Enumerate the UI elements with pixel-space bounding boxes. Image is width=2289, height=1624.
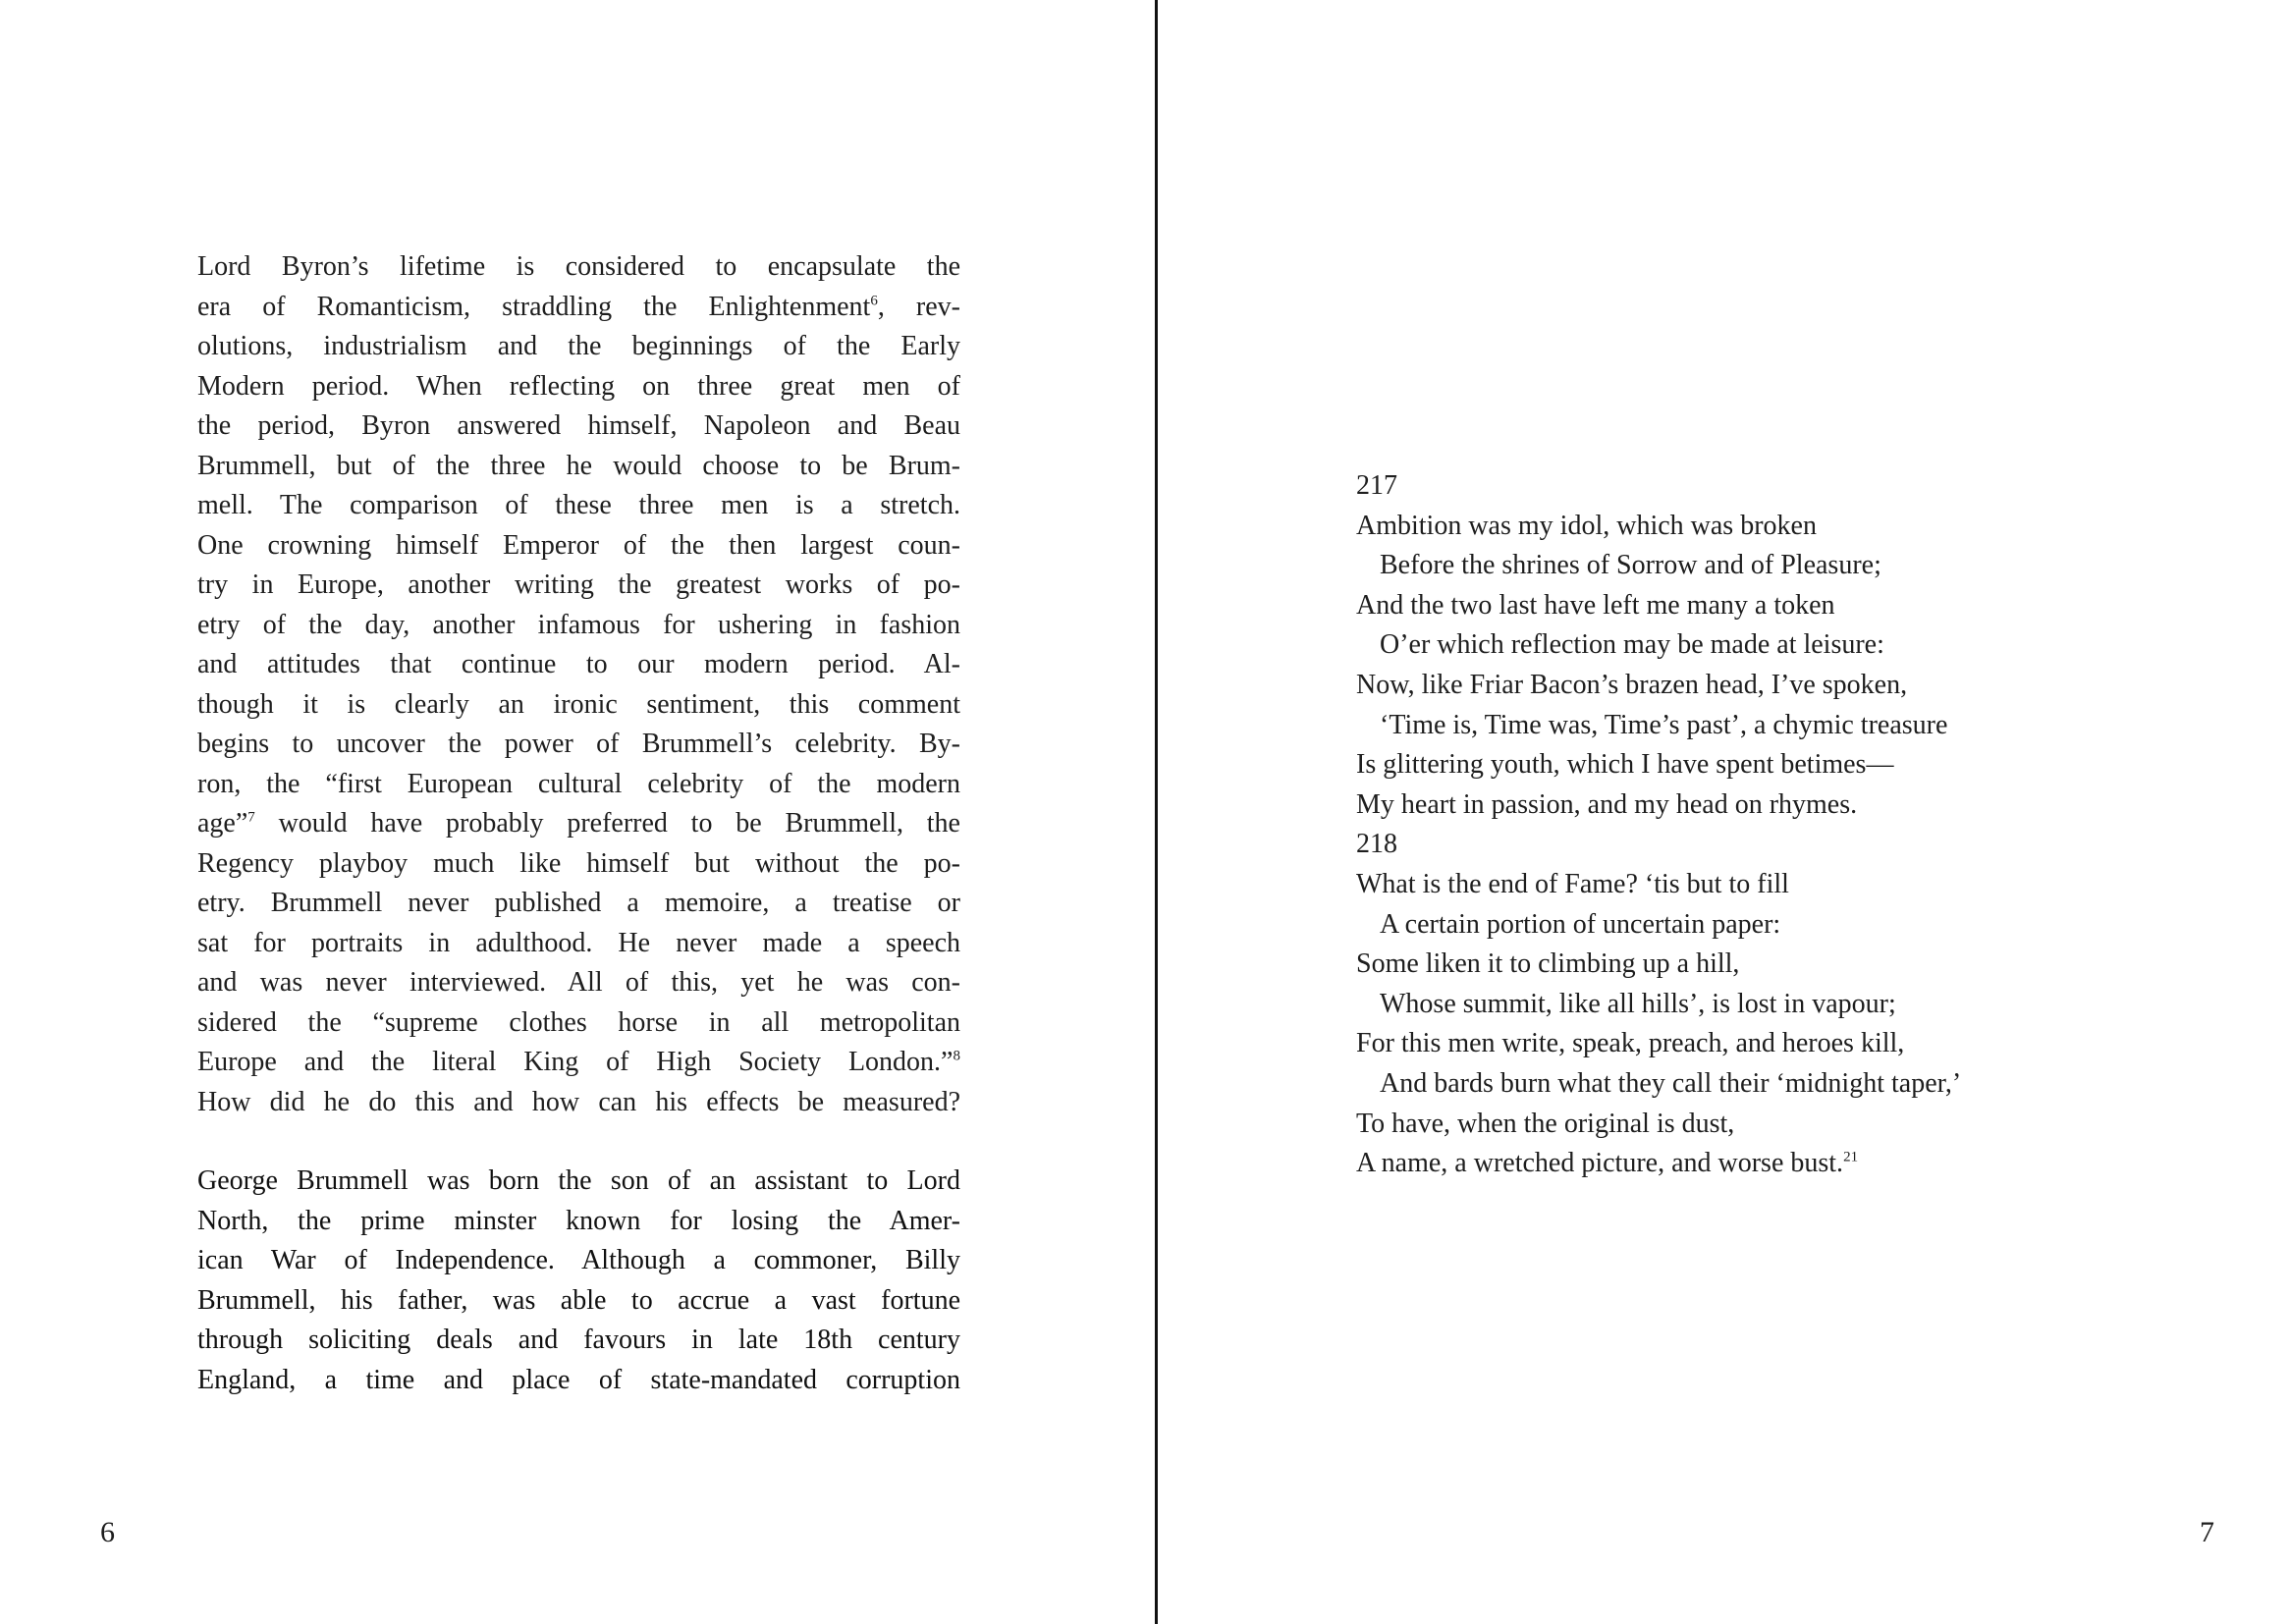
line-text: age” <box>197 808 248 839</box>
line-text: try in Europe, another writing the greatest works of po- <box>197 569 960 600</box>
text-line <box>1356 507 2240 547</box>
line-text: A certain portion of uncertain paper: <box>1380 908 1781 940</box>
page-gutter-divider <box>1155 0 1158 1624</box>
line-text: North, the prime minster known for losing the Amer- <box>197 1205 960 1236</box>
text-line <box>197 1361 960 1401</box>
text-line <box>1356 825 2240 865</box>
line-text: Brummell, his father, was able to accrue a vast fortune <box>197 1284 960 1316</box>
text-line <box>197 447 960 487</box>
line-text: O’er which reflection may be made at leisure: <box>1380 629 1884 661</box>
text-line <box>1356 546 2240 586</box>
line-text: To have, when the original is dust, <box>1356 1108 1735 1139</box>
text-line <box>1356 785 2240 826</box>
text-line <box>197 844 960 885</box>
text-line <box>197 327 960 367</box>
line-text: Lord Byron’s lifetime is considered to encapsulate the <box>197 251 960 282</box>
text-line <box>1356 586 2240 626</box>
line-text: And the two last have left me many a token <box>1356 589 1835 621</box>
line-text: begins to uncover the power of Brummell’s celebrity. By- <box>197 729 960 759</box>
line-text: Some liken it to climbing up a hill, <box>1356 948 1740 980</box>
text-line <box>197 884 960 924</box>
right-page <box>1161 0 2289 1624</box>
text-line <box>1356 1105 2240 1145</box>
line-text: One crowning himself Emperor of the then largest coun- <box>197 529 960 561</box>
text-line <box>197 288 960 328</box>
body-paragraph-1 <box>197 247 960 1122</box>
text-line <box>197 486 960 526</box>
text-line <box>197 1241 960 1281</box>
text-line <box>1356 985 2240 1025</box>
line-text: Before the shrines of Sorrow and of Pleasure; <box>1380 550 1881 581</box>
line-text: era of Romanticism, straddling the Enlightenment <box>197 291 871 322</box>
page-number-right: 7 <box>2200 1516 2214 1548</box>
text-line <box>1356 1064 2240 1105</box>
line-text: Europe and the literal King of High Society London.” <box>197 1047 954 1077</box>
line-text: Brummell, but of the three he would choose to be Brum- <box>197 450 960 481</box>
line-text: How did he do this and how can his effects be measured? <box>197 1086 960 1117</box>
text-line <box>197 924 960 964</box>
text-line <box>197 804 960 844</box>
text-line <box>1356 706 2240 746</box>
text-line <box>197 645 960 685</box>
text-line <box>197 963 960 1003</box>
text-line <box>1356 1144 2240 1184</box>
text-line <box>197 1083 960 1123</box>
line-text: George Brummell was born the son of an assistant to Lord <box>197 1165 960 1196</box>
line-text: 218 <box>1356 829 1397 860</box>
page-number-left: 6 <box>100 1516 115 1548</box>
line-text: the period, Byron answered himself, Napoleon and Beau <box>197 410 960 441</box>
body-paragraph-2 <box>197 1162 960 1400</box>
line-text: though it is clearly an ironic sentiment, this comment <box>197 688 960 720</box>
text-line <box>197 1003 960 1044</box>
footnote-marker: 8 <box>953 1048 960 1064</box>
line-text: Ambition was my idol, which was broken <box>1356 510 1817 541</box>
line-text: ican War of Independence. Although a commoner, Billy <box>197 1245 960 1275</box>
text-line <box>197 685 960 726</box>
text-line <box>197 367 960 407</box>
line-text-after-footnote: , rev- <box>877 291 960 322</box>
text-line <box>197 406 960 447</box>
text-line <box>197 1043 960 1083</box>
text-line <box>197 1281 960 1322</box>
text-line <box>197 526 960 567</box>
text-line <box>197 725 960 765</box>
line-text: A name, a wretched picture, and worse bust. <box>1356 1148 1844 1179</box>
text-line <box>1356 625 2240 666</box>
line-text: And bards burn what they call their ‘midnight taper,’ <box>1380 1067 1962 1099</box>
line-text: sidered the “supreme clothes horse in all metropolitan <box>197 1006 960 1038</box>
footnote-marker: 6 <box>870 293 878 309</box>
line-text: Regency playboy much like himself but without the po- <box>197 847 960 879</box>
line-text: and was never interviewed. All of this, yet he was con- <box>197 967 960 998</box>
line-text: Is glittering youth, which I have spent betimes— <box>1356 749 1894 781</box>
footnote-marker: 7 <box>247 809 255 826</box>
line-text: ron, the “first European cultural celebrity of the modern <box>197 768 960 799</box>
footnote-marker: 21 <box>1843 1149 1859 1165</box>
text-line <box>1356 1024 2240 1064</box>
line-text: Modern period. When reflecting on three great men of <box>197 370 960 402</box>
text-line <box>197 566 960 606</box>
line-text: Whose summit, like all hills’, is lost in vapour; <box>1380 988 1896 1019</box>
text-line <box>197 1321 960 1361</box>
text-line <box>1356 666 2240 706</box>
line-text: etry of the day, another infamous for ushering in fashion <box>197 609 960 640</box>
text-line <box>197 606 960 646</box>
text-line <box>1356 905 2240 946</box>
line-text: sat for portraits in adulthood. He never made a speech <box>197 927 960 958</box>
line-text: etry. Brummell never published a memoire, a treatise or <box>197 888 960 918</box>
line-text: through soliciting deals and favours in late 18th century <box>197 1325 960 1355</box>
line-text-after-footnote: would have probably preferred to be Brummell, the <box>254 808 960 839</box>
line-text: 217 <box>1356 470 1397 501</box>
text-line <box>197 1162 960 1202</box>
text-line <box>197 1202 960 1242</box>
line-text: mell. The comparison of these three men is a stretch. <box>197 490 960 520</box>
text-line <box>1356 945 2240 985</box>
poem-excerpt <box>1356 466 2240 1184</box>
text-line <box>197 247 960 288</box>
line-text: Now, like Friar Bacon’s brazen head, I’ve spoken, <box>1356 669 1908 700</box>
text-line <box>197 765 960 805</box>
text-line <box>1356 745 2240 785</box>
line-text: England, a time and place of state-mandated corruption <box>197 1364 960 1395</box>
text-line <box>1356 466 2240 507</box>
line-text: olutions, industrialism and the beginnings of the Early <box>197 331 960 361</box>
line-text: ‘Time is, Time was, Time’s past’, a chymic treasure <box>1380 709 1948 740</box>
line-text: and attitudes that continue to our modern period. Al- <box>197 649 960 679</box>
line-text: What is the end of Fame? ‘tis but to fill <box>1356 868 1789 899</box>
line-text: My heart in passion, and my head on rhymes. <box>1356 788 1858 820</box>
line-text: For this men write, speak, preach, and heroes kill, <box>1356 1028 1905 1059</box>
text-line <box>1356 865 2240 905</box>
